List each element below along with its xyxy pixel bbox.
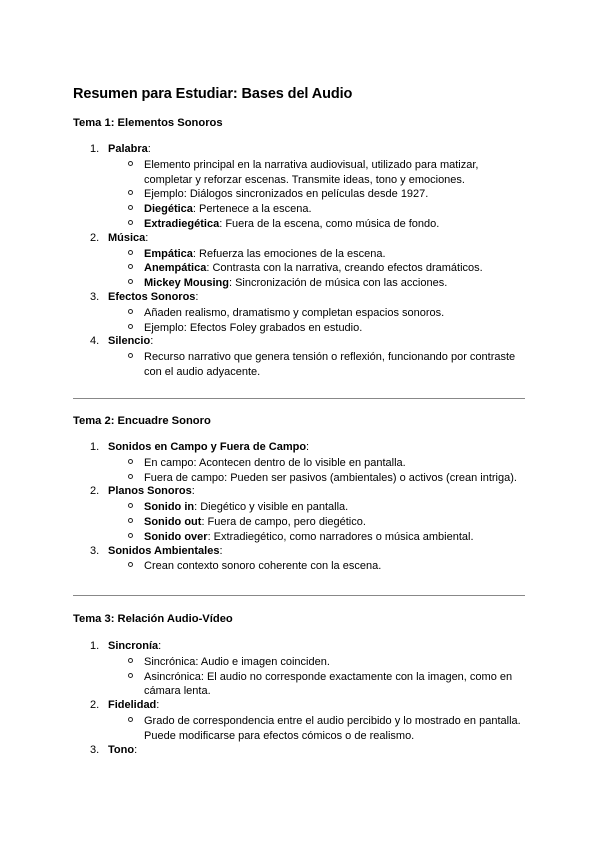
circle-bullet-icon bbox=[128, 533, 133, 538]
circle-bullet-icon bbox=[128, 673, 133, 678]
item-number: 4. bbox=[90, 335, 100, 348]
item-heading: Sonidos en Campo y Fuera de Campo: bbox=[108, 441, 310, 453]
item-number: 3. bbox=[90, 743, 100, 756]
circle-bullet-icon bbox=[128, 220, 133, 225]
circle-bullet-icon bbox=[128, 190, 133, 195]
item-heading: Efectos Sonoros: bbox=[108, 291, 199, 303]
item-number: 1. bbox=[90, 143, 100, 155]
section-title: Tema 2: Encuadre Sonoro bbox=[73, 415, 211, 427]
circle-bullet-icon bbox=[128, 518, 133, 523]
item-number: 3. bbox=[90, 291, 100, 303]
document-page: Resumen para Estudiar: Bases del Audio Tema 1: Elementos Sonoros 1. Palabra: Elemento principal en la narrativa audiovisual, utilizado para matizar, completar y reforzar escenas. Transmite ideas, tono y emociones. Ejemplo: Diálogos sincronizados en películas desde 1927. Diegética: Pertenece a la escena. Extradiegética: Fuera de la escena, como música de fondo. 2. Música: Empática: Refuerza las emociones de la escena. Anempática: Contrasta con la narrativa, creando efectos dramáticos. Mickey Mousing: Sincronización de música con las acciones. 3. Efectos Sonoros: Añaden realismo, dramatismo y completan espacios sonoros. Ejemplo: Efectos Foley grabados en estudio. 4. Silencio: Recurso narrativo que genera tensión o reflexión, funcionando por contraste con el audio adyacente. Tema 2: Encuadre Sonoro 1. Sonidos en Campo y Fuera de Campo: En campo: Acontecen dentro de lo visible en pantalla. Fuera de campo: Pueden ser pasivos (ambientales) o activos (crean intriga). 2. Planos Sonoros: Sonido in: Diegético y visible en pantalla. Sonido out: Fuera de campo, pero diegético. Sonido over: Extradiegético, como narradores o música ambiental. 3. Sonidos Ambientales: Crean contexto sonoro coherente con la escena. Tema 3: Relación Audio-Vídeo 1. Sincronía: Sincrónica: Audio e imagen coinciden. Asincrónica: El audio no corresponde exactamente con la imagen, como en cámara lenta. 2. Fidelidad: Grado de correspondencia entre el audio percibido y lo mostrado en pantalla. Puede modificarse para efectos cómicos o de realismo. 3. Tono: bbox=[0, 0, 600, 848]
item-number: 1. bbox=[90, 441, 100, 453]
circle-bullet-icon bbox=[128, 324, 133, 329]
item-number: 1. bbox=[90, 640, 100, 652]
item-number: 2. bbox=[90, 485, 100, 498]
circle-bullet-icon bbox=[128, 279, 133, 284]
item-heading: Sincronía: bbox=[108, 640, 162, 652]
item-heading: Fidelidad: bbox=[108, 699, 160, 712]
section-divider bbox=[73, 398, 525, 399]
item-heading: Tono: bbox=[108, 743, 138, 756]
document-title: Resumen para Estudiar: Bases del Audio bbox=[73, 86, 353, 102]
item-heading: Silencio: bbox=[108, 335, 154, 348]
section-title: Tema 1: Elementos Sonoros bbox=[73, 117, 223, 129]
section-title: Tema 3: Relación Audio-Vídeo bbox=[73, 613, 233, 625]
section-divider bbox=[73, 595, 525, 596]
circle-bullet-icon bbox=[128, 562, 133, 567]
circle-bullet-icon bbox=[128, 658, 133, 663]
item-number: 2. bbox=[90, 231, 100, 244]
circle-bullet-icon bbox=[128, 717, 133, 722]
circle-bullet-icon bbox=[128, 264, 133, 269]
circle-bullet-icon bbox=[128, 353, 133, 358]
item-heading: Planos Sonoros: bbox=[108, 485, 195, 498]
circle-bullet-icon bbox=[128, 250, 133, 255]
circle-bullet-icon bbox=[128, 459, 133, 464]
item-number: 3. bbox=[90, 544, 100, 557]
circle-bullet-icon bbox=[128, 309, 133, 314]
item-heading: Música: bbox=[108, 231, 149, 244]
circle-bullet-icon bbox=[128, 503, 133, 508]
item-heading: Sonidos Ambientales: bbox=[108, 544, 223, 557]
circle-bullet-icon bbox=[128, 161, 133, 166]
item-heading: Palabra: bbox=[108, 143, 151, 155]
circle-bullet-icon bbox=[128, 205, 133, 210]
item-number: 2. bbox=[90, 699, 100, 712]
circle-bullet-icon bbox=[128, 474, 133, 479]
